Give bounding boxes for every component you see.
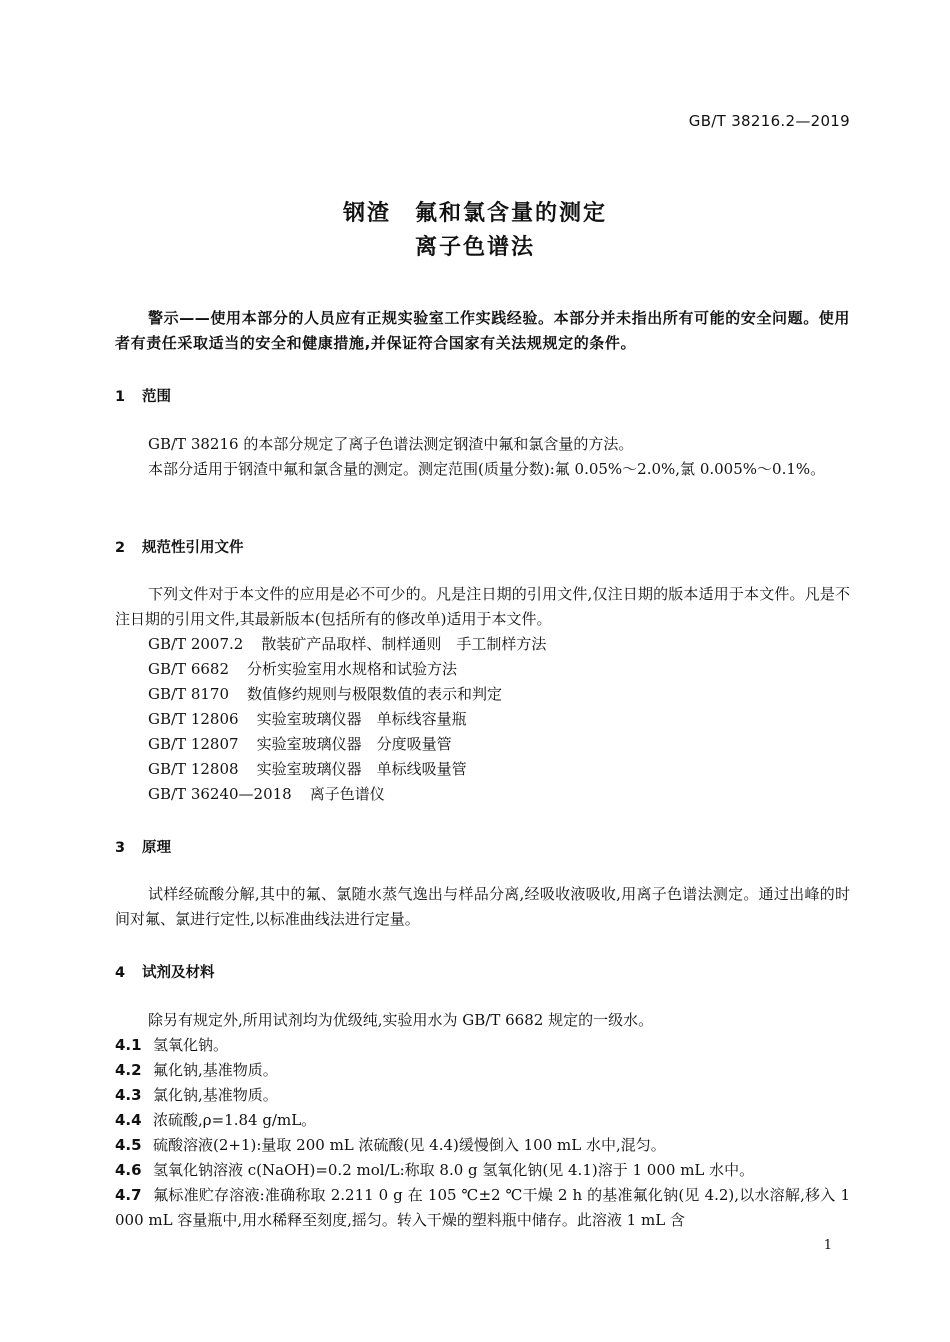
- scope-paragraph-2: 本部分适用于钢渣中氟和氯含量的测定。测定范围(质量分数):氟 0.05%～2.0%,氯 0.005%～0.1%。: [148, 460, 826, 478]
- reference-item: [148, 782, 385, 807]
- reference-item: [148, 657, 457, 682]
- section-heading-reagents: [115, 961, 215, 982]
- section-number: 1: [115, 389, 126, 405]
- reference-name: 数值修约规则与极限数值的表示和判定: [247, 685, 503, 703]
- reference-code: GB/T 2007.2: [148, 635, 244, 653]
- reagent-item: [115, 1158, 850, 1183]
- reference-item: [148, 732, 452, 757]
- section-title: 原理: [142, 840, 171, 856]
- reagent-number: 4.3: [115, 1086, 142, 1104]
- reagent-item: [115, 1108, 850, 1133]
- reagent-item: [115, 1083, 850, 1108]
- reagent-item: [115, 1033, 850, 1058]
- section-number: 2: [115, 540, 126, 556]
- reference-code: GB/T 6682: [148, 660, 230, 678]
- reagent-number: 4.6: [115, 1161, 142, 1179]
- reference-item: [148, 632, 546, 657]
- reference-code: GB/T 12806: [148, 710, 239, 728]
- warning-paragraph: 警示——使用本部分的人员应有正规实验室工作实践经验。本部分并未指出所有可能的安全问题。使用者有责任采取适当的安全和健康措施,并保证符合国家有关法规规定的条件。: [115, 309, 851, 352]
- reference-item: [148, 682, 502, 707]
- reagent-item: [115, 1133, 850, 1158]
- references-intro-paragraph: 下列文件对于本文件的应用是必不可少的。凡是注日期的引用文件,仅注日期的版本适用于本文件。凡是不注日期的引用文件,其最新版本(包括所有的修改单)适用于本文件。: [115, 585, 850, 628]
- section-title: 试剂及材料: [142, 965, 215, 981]
- reagent-item: [115, 1058, 850, 1083]
- reagent-text: 硫酸溶液(2+1):量取 200 mL 浓硫酸(见 4.4)缓慢倒入 100 mL 水中,混匀。: [153, 1136, 666, 1154]
- reagent-text: 氢氧化钠溶液 c(NaOH)=0.2 mol/L:称取 8.0 g 氢氧化钠(见 4.1)溶于 1 000 mL 水中。: [153, 1161, 755, 1179]
- reagent-number: 4.2: [115, 1061, 142, 1079]
- reagent-text: 浓硫酸,ρ=1.84 g/mL。: [153, 1111, 317, 1129]
- reference-code: GB/T 36240—2018: [148, 785, 292, 803]
- section-title: 范围: [142, 389, 171, 405]
- section-title: 规范性引用文件: [142, 540, 244, 556]
- reference-name: 散装矿产品取样、制样通则 手工制样方法: [261, 635, 547, 653]
- reference-code: GB/T 12807: [148, 735, 239, 753]
- standard-code: GB/T 38216.2—2019: [688, 112, 850, 130]
- document-title: 钢渣 氟和氯含量的测定: [342, 201, 607, 226]
- reference-name: 实验室玻璃仪器 单标线容量瓶: [256, 710, 467, 728]
- reference-code: GB/T 12808: [148, 760, 239, 778]
- section-number: 3: [115, 840, 126, 856]
- reagent-number: 4.7: [115, 1186, 142, 1204]
- reagent-text: 氯化钠,基准物质。: [153, 1086, 278, 1104]
- principle-paragraph: 试样经硫酸分解,其中的氟、氯随水蒸气逸出与样品分离,经吸收液吸收,用离子色谱法测定。通过出峰的时间对氟、氯进行定性,以标准曲线法进行定量。: [115, 885, 850, 928]
- reagent-number: 4.1: [115, 1036, 142, 1054]
- section-heading-scope: [115, 385, 171, 406]
- reference-code: GB/T 8170: [148, 685, 230, 703]
- reference-name: 实验室玻璃仪器 单标线吸量管: [256, 760, 467, 778]
- document-subtitle: 离子色谱法: [414, 235, 535, 260]
- section-number: 4: [115, 965, 126, 981]
- reference-name: 离子色谱仪: [309, 785, 385, 803]
- reagents-intro-paragraph: 除另有规定外,所用试剂均为优级纯,实验用水为 GB/T 6682 规定的一级水。: [148, 1011, 654, 1029]
- reference-name: 实验室玻璃仪器 分度吸量管: [256, 735, 452, 753]
- reagent-text: 氟标准贮存溶液:准确称取 2.211 0 g 在 105 ℃±2 ℃干燥 2 h 的基准氟化钠(见 4.2),以水溶解,移入 1 000 mL 容量瓶中,用水稀释至刻度,摇匀。转入干燥的塑料瓶中储存。此溶液 1 mL 含: [115, 1186, 850, 1229]
- reagent-item: [115, 1183, 850, 1233]
- reference-item: [148, 707, 467, 732]
- reference-item: [148, 757, 467, 782]
- reagent-number: 4.4: [115, 1111, 142, 1129]
- reagent-number: 4.5: [115, 1136, 142, 1154]
- scope-paragraph-1: GB/T 38216 的本部分规定了离子色谱法测定钢渣中氟和氯含量的方法。: [148, 435, 634, 453]
- reference-name: 分析实验室用水规格和试验方法: [247, 660, 458, 678]
- section-heading-normative-references: [115, 536, 244, 557]
- reagent-text: 氢氧化钠。: [153, 1036, 229, 1054]
- page-number: 1: [823, 1238, 832, 1253]
- reagent-text: 氟化钠,基准物质。: [153, 1061, 278, 1079]
- section-heading-principle: [115, 836, 171, 857]
